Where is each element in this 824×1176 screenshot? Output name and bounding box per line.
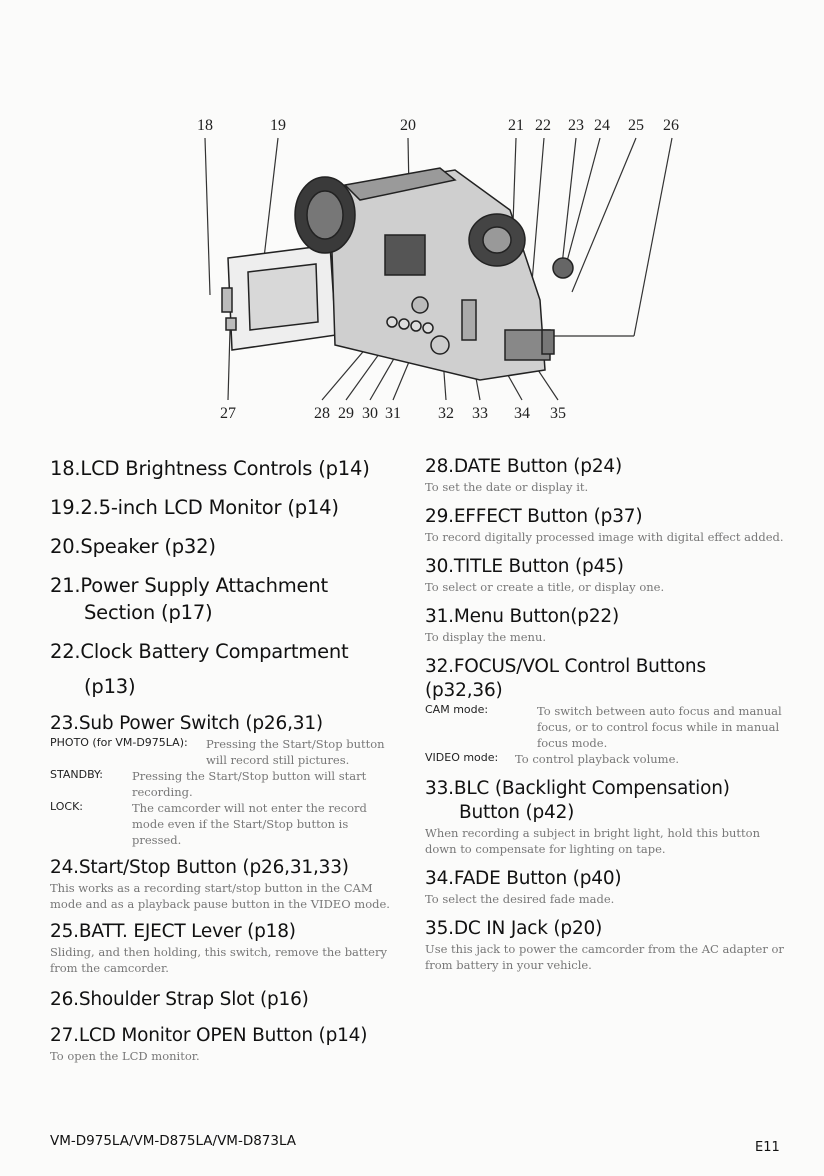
mode-value: The camcorder will not enter the record mode even if the Start/Stop button is pressed. xyxy=(132,801,367,847)
item-32-title-cont: (p32,36) xyxy=(425,680,503,701)
callout-27: 27 xyxy=(220,405,236,422)
mode-key: LOCK: xyxy=(50,800,83,813)
callout-25: 25 xyxy=(628,117,644,134)
item-23-standby xyxy=(50,768,400,800)
callout-35: 35 xyxy=(550,405,566,422)
callout-29: 29 xyxy=(338,405,354,422)
callout-33: 33 xyxy=(472,405,488,422)
item-35-title: 35.DC IN Jack (p20) xyxy=(425,918,603,939)
item-25-title: 25.BATT. EJECT Lever (p18) xyxy=(50,921,296,942)
item-28-title: 28.DATE Button (p24) xyxy=(425,456,622,477)
item-23-lock xyxy=(50,800,400,848)
callout-32: 32 xyxy=(438,405,454,422)
item-29-title: 29.EFFECT Button (p37) xyxy=(425,506,643,527)
item-25-desc: Sliding, and then holding, this switch, remove the battery from the camcorder. xyxy=(50,945,387,975)
item-27-desc: To open the LCD monitor. xyxy=(50,1049,200,1063)
mode-value: Pressing the Start/Stop button will start recording. xyxy=(132,769,367,799)
callout-28: 28 xyxy=(314,405,330,422)
item-20-title: 20.Speaker (p32) xyxy=(50,535,216,558)
footer-page-number: E11 xyxy=(755,1140,780,1155)
mode-key: VIDEO mode: xyxy=(425,751,499,764)
item-21-title-cont: Section (p17) xyxy=(84,601,213,624)
item-22-title: 22.Clock Battery Compartment xyxy=(50,640,349,663)
mode-value: Pressing the Start/Stop button will record still pictures. xyxy=(206,737,385,767)
mode-key: STANDBY: xyxy=(50,768,103,781)
item-32-title: 32.FOCUS/VOL Control Buttons xyxy=(425,656,706,677)
item-29-desc: To record digitally processed image with digital effect added. xyxy=(425,530,784,544)
item-31-desc: To display the menu. xyxy=(425,630,547,644)
item-24-title: 24.Start/Stop Button (p26,31,33) xyxy=(50,857,349,878)
mode-key: PHOTO (for VM-D975LA): xyxy=(50,736,188,749)
mode-value: To control playback volume. xyxy=(515,752,680,766)
item-33-title: 33.BLC (Backlight Compensation) xyxy=(425,778,730,799)
item-27-title: 27.LCD Monitor OPEN Button (p14) xyxy=(50,1025,368,1046)
item-33-title-cont: Button (p42) xyxy=(459,802,575,823)
item-28-desc: To set the date or display it. xyxy=(425,480,589,494)
item-32-video xyxy=(425,751,790,767)
callout-22: 22 xyxy=(535,117,551,134)
item-24-desc: This works as a recording start/stop button in the CAM mode and as a playback pause button in the VIDEO mode. xyxy=(50,881,390,911)
callout-34: 34 xyxy=(514,405,530,422)
camcorder-illustration xyxy=(0,0,824,440)
item-31-title: 31.Menu Button(p22) xyxy=(425,606,619,627)
item-32-cam xyxy=(425,703,790,751)
callout-26: 26 xyxy=(663,117,679,134)
callout-20: 20 xyxy=(400,117,416,134)
left-column xyxy=(50,455,400,1064)
mode-key: CAM mode: xyxy=(425,703,489,716)
callout-31: 31 xyxy=(385,405,401,422)
callout-30: 30 xyxy=(362,405,378,422)
item-22-title-cont: (p13) xyxy=(84,675,136,698)
mode-value: To switch between auto focus and manual focus, or to control focus while in manual focus mode. xyxy=(537,704,782,750)
item-23-title: 23.Sub Power Switch (p26,31) xyxy=(50,713,323,734)
footer-models: VM-D975LA/VM-D875LA/VM-D873LA xyxy=(50,1133,297,1149)
item-34-title: 34.FADE Button (p40) xyxy=(425,868,622,889)
right-column xyxy=(425,455,790,973)
item-23-photo xyxy=(50,736,400,768)
callout-23: 23 xyxy=(568,117,584,134)
callout-18: 18 xyxy=(197,117,213,134)
item-21-title: 21.Power Supply Attachment xyxy=(50,574,328,597)
callout-21: 21 xyxy=(508,117,524,134)
item-30-title: 30.TITLE Button (p45) xyxy=(425,556,624,577)
item-33-desc: When recording a subject in bright light, hold this button down to compensate for lighting on tape. xyxy=(425,826,760,856)
item-26-title: 26.Shoulder Strap Slot (p16) xyxy=(50,989,309,1010)
item-18-title: 18.LCD Brightness Controls (p14) xyxy=(50,457,370,480)
item-19-title: 19.2.5-inch LCD Monitor (p14) xyxy=(50,496,339,519)
callout-24: 24 xyxy=(594,117,610,134)
callout-19: 19 xyxy=(270,117,286,134)
item-35-desc: Use this jack to power the camcorder from the AC adapter or from battery in your vehicle. xyxy=(425,942,784,972)
item-30-desc: To select or create a title, or display one. xyxy=(425,580,665,594)
item-34-desc: To select the desired fade made. xyxy=(425,892,615,906)
